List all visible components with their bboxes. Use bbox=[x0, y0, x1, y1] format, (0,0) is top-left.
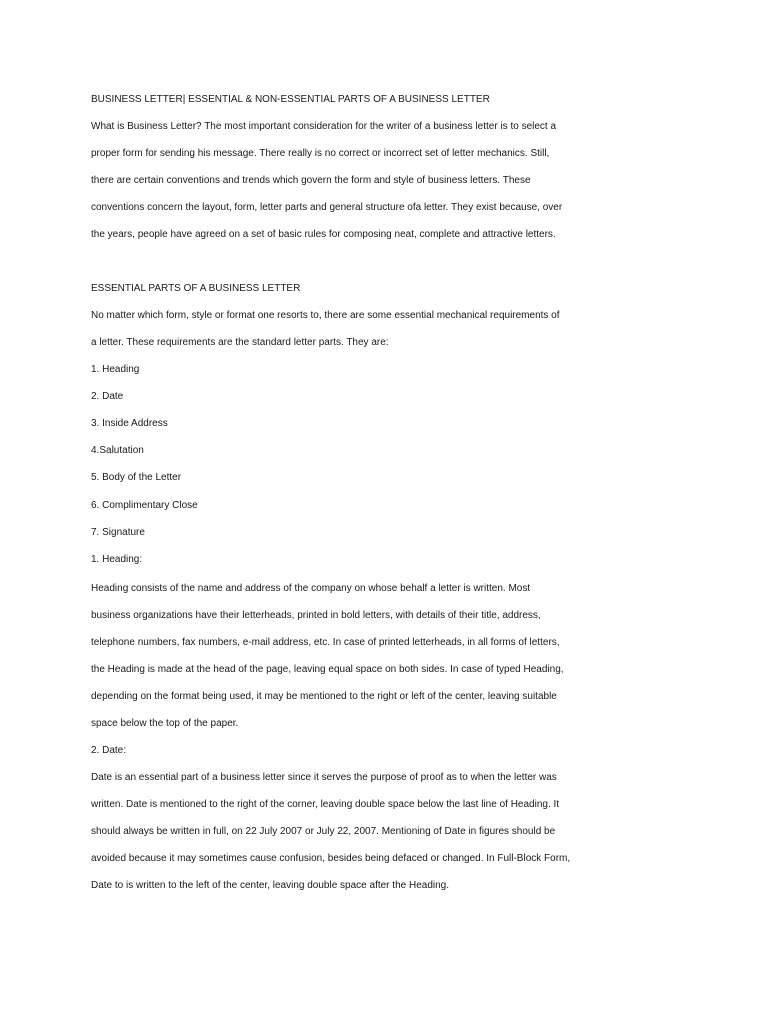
heading-paragraph-line: the Heading is made at the head of the page, leaving equal space on both sides. In case of typed Heading, bbox=[91, 664, 564, 675]
heading-paragraph-line: telephone numbers, fax numbers, e-mail address, etc. In case of printed letterheads, in all forms of letters, bbox=[91, 637, 560, 648]
date-subtitle: 2. Date: bbox=[91, 745, 127, 756]
intro-line: the years, people have agreed on a set of basic rules for composing neat, complete and attractive letters. bbox=[91, 229, 556, 240]
list-item: 3. Inside Address bbox=[91, 418, 168, 429]
date-paragraph-line: should always be written in full, on 22 July 2007 or July 22, 2007. Mentioning of Date in figures should be bbox=[91, 826, 556, 837]
intro-line: What is Business Letter? The most important consideration for the writer of a business letter is to select a bbox=[91, 121, 557, 132]
section-intro-line: No matter which form, style or format one resorts to, there are some essential mechanical requirements of bbox=[91, 310, 560, 321]
heading-paragraph-line: space below the top of the paper. bbox=[91, 718, 239, 729]
date-paragraph-line: Date is an essential part of a business letter since it serves the purpose of proof as to when the letter was bbox=[91, 772, 557, 783]
heading-paragraph-line: depending on the format being used, it may be mentioned to the right or left of the center, leaving suitable bbox=[91, 691, 557, 702]
intro-line: proper form for sending his message. There really is no correct or incorrect set of letter mechanics. Still, bbox=[91, 148, 550, 159]
list-item: 6. Complimentary Close bbox=[91, 500, 198, 511]
intro-line: conventions concern the layout, form, letter parts and general structure ofa letter. They exist because, over bbox=[91, 202, 563, 213]
section-intro-line: a letter. These requirements are the standard letter parts. They are: bbox=[91, 337, 389, 348]
heading-paragraph-line: business organizations have their letterheads, printed in bold letters, with details of their title, address, bbox=[91, 610, 541, 621]
date-paragraph-line: avoided because it may sometimes cause confusion, besides being defaced or changed. In Full-Block Form, bbox=[91, 853, 571, 864]
heading-subtitle: 1. Heading: bbox=[91, 554, 143, 565]
list-item: 4.Salutation bbox=[91, 445, 144, 456]
date-paragraph-line: written. Date is mentioned to the right of the corner, leaving double space below the last line of Heading. It bbox=[91, 799, 560, 810]
list-item: 2. Date bbox=[91, 391, 124, 402]
date-paragraph-line: Date to is written to the left of the center, leaving double space after the Heading. bbox=[91, 880, 449, 891]
list-item: 1. Heading bbox=[91, 364, 140, 375]
intro-line: there are certain conventions and trends which govern the form and style of business letters. These bbox=[91, 175, 531, 186]
list-item: 5. Body of the Letter bbox=[91, 472, 182, 483]
document-title: BUSINESS LETTER| ESSENTIAL & NON-ESSENTIAL PARTS OF A BUSINESS LETTER bbox=[91, 94, 490, 105]
heading-paragraph-line: Heading consists of the name and address of the company on whose behalf a letter is written. Most bbox=[91, 583, 531, 594]
list-item: 7. Signature bbox=[91, 527, 145, 538]
section-heading: ESSENTIAL PARTS OF A BUSINESS LETTER bbox=[91, 283, 301, 294]
